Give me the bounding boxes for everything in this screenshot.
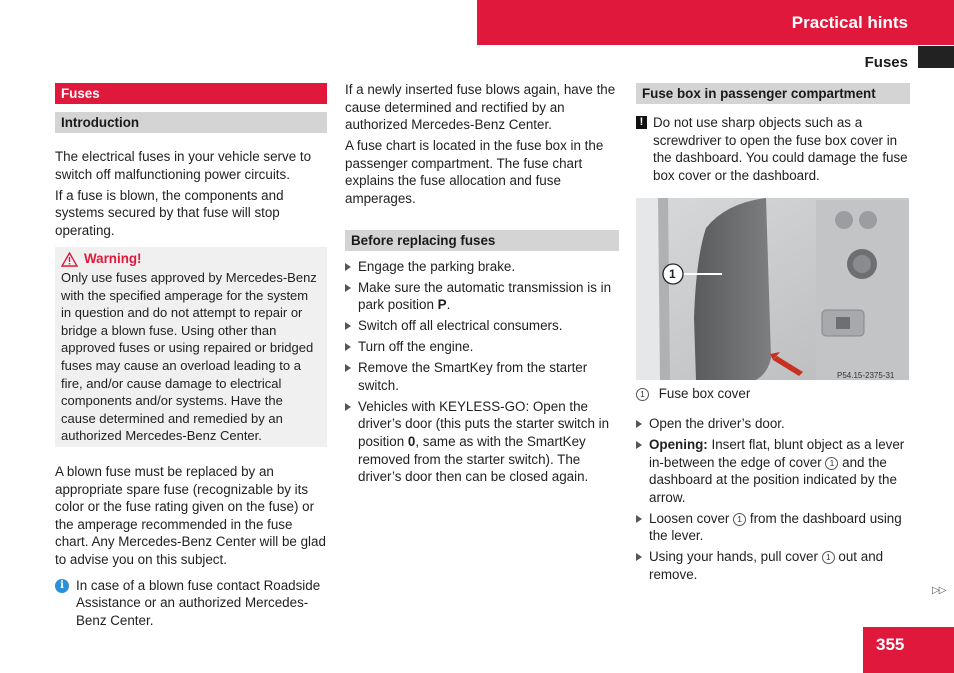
- repeat-blow-paragraph: If a newly inserted fuse blows again, have the cause determined and rectified by an authorized Mercedes-Benz Center.: [345, 82, 616, 133]
- list-item: Engage the parking brake.: [345, 258, 619, 276]
- legend-number-icon: 1: [636, 388, 649, 401]
- warning-text: Only use fuses approved by Mercedes-Benz with the specified amperage for the system in question and do not attempt to repair or bridge a blown fuse. Using other than approved fuses or using repaired or bridged fuses may cause an overload leading to a fire, and/or cause damage to electrical components and/or systems. Have the cause determined and remedied by an authorized Mercedes-Benz Center.: [61, 270, 317, 444]
- warning-box: [55, 247, 327, 447]
- column-right: [636, 83, 910, 587]
- list-item: Opening: Insert flat, blunt object as a lever in-between the edge of cover 1 and the dashboard at the position indicated by the arrow.: [636, 436, 910, 506]
- column-middle: [345, 81, 619, 489]
- subsection-title: Fuses: [864, 54, 908, 71]
- bullet-arrow-icon: [345, 343, 351, 351]
- bullet-arrow-icon: [636, 441, 642, 449]
- list-item: Make sure the automatic transmission is in park position P.: [345, 279, 619, 314]
- bullet-arrow-icon: [636, 515, 642, 523]
- intro-paragraph: The electrical fuses in your vehicle serve to switch off malfunctioning power circuits.: [55, 149, 312, 182]
- heading-introduction: Introduction: [55, 112, 327, 133]
- section-title: Practical hints: [791, 13, 908, 32]
- blown-fuse-paragraph: If a fuse is blown, the components and systems secured by that fuse will stop operating.: [55, 187, 284, 238]
- legend-text: Fuse box cover: [658, 386, 751, 402]
- callout-number: 1: [669, 267, 676, 282]
- photo-legend: [636, 385, 910, 403]
- list-item: Turn off the engine.: [345, 338, 619, 356]
- list-item: Vehicles with KEYLESS-GO: Open the driver’s door (this puts the starter switch in position 0, same as with the SmartKey removed from the starter switch). The driver’s door then can be closed again.: [345, 398, 619, 486]
- photo-code: P54.15-2375-31: [837, 371, 895, 381]
- heading-before-replacing: Before replacing fuses: [345, 230, 619, 251]
- bullet-arrow-icon: [345, 284, 351, 292]
- bullet-arrow-icon: [345, 322, 351, 330]
- preparation-steps: [345, 258, 619, 486]
- fuse-chart-paragraph: A fuse chart is located in the fuse box in the passenger compartment. The fuse chart explains the fuse allocation and fuse amperages.: [345, 138, 604, 207]
- caution-note: [636, 114, 910, 184]
- replacement-paragraph: A blown fuse must be replaced by an appropriate spare fuse (recognizable by its color or the fuse rating given on the fuse) or the amperage recommended in the fuse chart. Any Mercedes-Benz Center will be glad to advise you on this subject.: [55, 464, 326, 567]
- bullet-arrow-icon: [636, 420, 642, 428]
- bullet-arrow-icon: [345, 403, 351, 411]
- caution-exclamation-icon: !: [636, 116, 647, 129]
- info-note: [55, 577, 327, 630]
- warning-title: Warning!: [84, 251, 142, 267]
- fuse-box-steps: [636, 415, 910, 584]
- page-number: 355: [876, 635, 905, 654]
- bullet-arrow-icon: [345, 263, 351, 271]
- caution-text: Do not use sharp objects such as a screwdriver to open the fuse box cover in the dashboard. You could damage the fuse box cover or the dashboard.: [653, 115, 908, 183]
- page-number-box: [863, 627, 954, 673]
- warning-heading: [61, 250, 321, 268]
- continued-arrows-icon: ▷▷: [932, 585, 946, 596]
- bullet-arrow-icon: [636, 553, 642, 561]
- thumb-index-tab: [918, 46, 954, 68]
- list-item: Remove the SmartKey from the starter switch.: [345, 359, 619, 394]
- list-item: Switch off all electrical consumers.: [345, 317, 619, 335]
- list-item: Using your hands, pull cover 1 out and remove.: [636, 548, 910, 583]
- list-item: Loosen cover 1 from the dashboard using the lever.: [636, 510, 910, 545]
- dashboard-illustration: [636, 198, 909, 380]
- section-header-bar: [477, 0, 954, 45]
- bullet-arrow-icon: [345, 364, 351, 372]
- heading-fuse-box: Fuse box in passenger compartment: [636, 83, 910, 104]
- warning-triangle-icon: [61, 252, 78, 267]
- column-left: [55, 83, 327, 629]
- info-text: In case of a blown fuse contact Roadside Assistance or an authorized Mercedes-Benz Center.: [76, 577, 321, 628]
- fuse-box-photo: [636, 198, 909, 380]
- heading-fuses: Fuses: [55, 83, 327, 104]
- list-item: Open the driver’s door.: [636, 415, 910, 433]
- info-icon: i: [55, 579, 69, 593]
